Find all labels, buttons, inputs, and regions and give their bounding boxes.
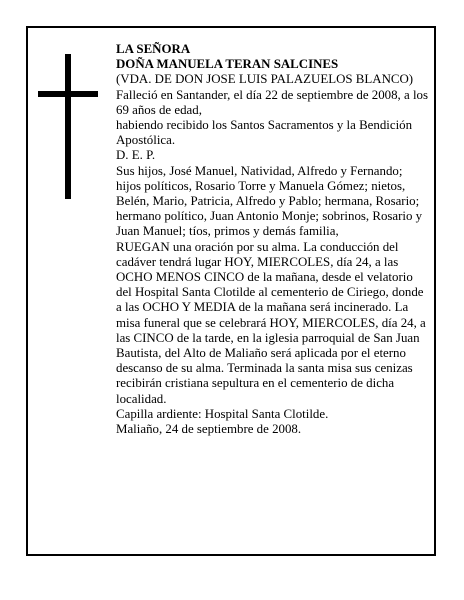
notice-title: LA SEÑORA <box>116 42 191 56</box>
widow-of: (VDA. DE DON JOSE LUIS PALAZUELOS BLANCO) <box>116 72 414 87</box>
death-line-1: Falleció en Santander, el día 22 de septiembre de 2008, a los 69 años de edad, <box>116 87 428 117</box>
rip-text: D. E. P. <box>116 148 156 163</box>
chapel-info: Capilla ardiente: Hospital Santa Clotilde. <box>116 406 329 421</box>
place-date: Maliaño, 24 de septiembre de 2008. <box>116 422 302 437</box>
cross-horizontal-bar <box>38 91 98 97</box>
obituary-text <box>116 42 428 437</box>
deceased-name: DOÑA MANUELA TERAN SALCINES <box>116 57 339 72</box>
obituary-notice <box>26 26 436 556</box>
family-list: Sus hijos, José Manuel, Natividad, Alfredo y Fernando; hijos políticos, Rosario Torre y Manuela Gómez; nietos, Belén, Mario, Patricia, Alfredo y Pablo; hermana, Rosario; hermano político, Juan Antonio Monje; sobrinos, Rosario y Juan Manuel; tíos, primos y demás familia, <box>116 163 423 239</box>
cross-icon <box>38 54 98 199</box>
funeral-details: RUEGAN una oración por su alma. La conducción del cadáver tendrá lugar HOY, MIERCOLES, día 24, a las OCHO MENOS CINCO de la mañana, desde el velatorio del Hospital Santa Clotilde al cementerio de Ciriego, donde a las OCHO Y MEDIA de la mañana será incinerado. La misa funeral que se celebrará HOY, MIERCOLES, día 24, a las CINCO de la tarde, en la iglesia parroquial de San Juan Bautista, del Alto de Maliaño será aplicada por el eterno descanso de su alma. Terminada la santa misa sus cenizas recibirán cristiana sepultura en el cementerio de dicha localidad. <box>116 239 426 406</box>
cross-vertical-bar <box>65 54 71 199</box>
death-line-2: habiendo recibido los Santos Sacramentos y la Bendición Apostólica. <box>116 118 413 148</box>
